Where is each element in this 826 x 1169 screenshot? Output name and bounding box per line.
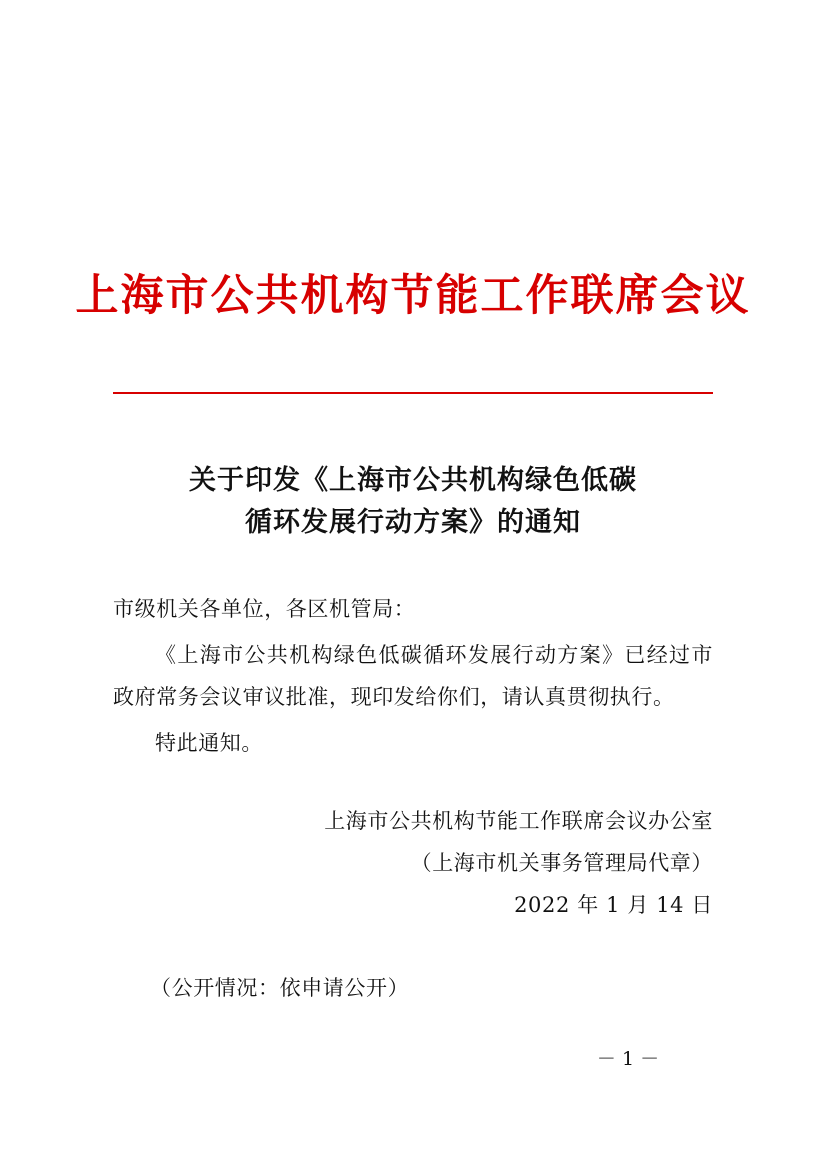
signature-date: 2022 年 1 月 14 日 — [514, 893, 713, 917]
signature-seal-note: （上海市机关事务管理局代章） — [410, 851, 713, 875]
page-number: － 1 － — [596, 1048, 660, 1070]
document-body — [113, 588, 713, 768]
body-paragraph-2: 特此通知。 — [155, 731, 263, 755]
document-title-line-2: 循环发展行动方案》的通知 — [245, 506, 581, 538]
body-paragraph-1: 《上海市公共机构绿色低碳循环发展行动方案》已经过市政府常务会议审议批准，现印发给你们，请认真贯彻执行。 — [113, 643, 713, 709]
signature-block — [113, 800, 713, 926]
disclosure-note: （公开情况：依申请公开） — [150, 976, 410, 1000]
masthead-divider — [113, 392, 713, 394]
signature-organization: 上海市公共机构节能工作联席会议办公室 — [324, 809, 713, 833]
document-title-line-1: 关于印发《上海市公共机构绿色低碳 — [189, 465, 637, 496]
document-title — [0, 460, 826, 544]
salutation: 市级机关各单位，各区机管局： — [113, 597, 416, 621]
document-masthead: 上海市公共机构节能工作联席会议 — [75, 271, 751, 321]
